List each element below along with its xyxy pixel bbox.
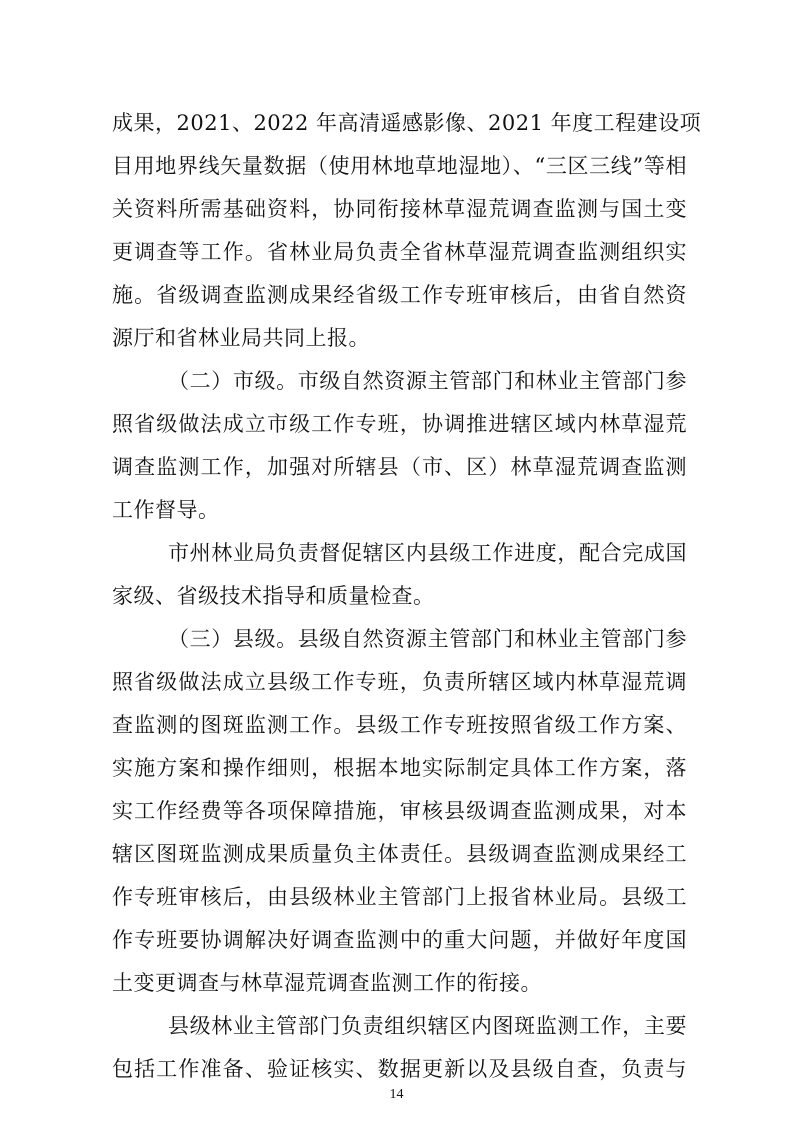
text-line: 查监测的图斑监测工作。县级工作专班按照省级工作方案、 — [112, 713, 687, 737]
text-line: （二）市级。市级自然资源主管部门和林业主管部门参 — [168, 369, 687, 393]
text-line: 关资料所需基础资料，协同衔接林草湿荒调查监测与国土变 — [112, 197, 687, 221]
text-line: 县级林业主管部门负责组织辖区内图斑监测工作，主要 — [168, 1014, 687, 1038]
page-number: 14 — [389, 1087, 404, 1102]
text-line: 家级、省级技术指导和质量检查。 — [112, 584, 435, 608]
text-line: 目用地界线矢量数据（使用林地草地湿地）、“三区三线”等相 — [112, 154, 687, 178]
text-line: 工作督导。 — [112, 498, 220, 522]
text-line: 照省级做法成立县级工作专班，负责所辖区域内林草湿荒调 — [112, 670, 687, 694]
text-line: （三）县级。县级自然资源主管部门和林业主管部门参 — [168, 627, 687, 651]
text-line: 作专班要协调解决好调查监测中的重大问题，并做好年度国 — [112, 928, 687, 952]
text-line: 更调查等工作。省林业局负责全省林草湿荒调查监测组织实 — [112, 240, 687, 264]
text-line: 成果，2021、2022 年高清遥感影像、2021 年度工程建设项 — [112, 111, 702, 135]
text-line: 作专班审核后，由县级林业主管部门上报省林业局。县级工 — [112, 885, 687, 909]
text-line: 调查监测工作，加强对所辖县（市、区）林草湿荒调查监测 — [112, 455, 687, 479]
text-line: 辖区图斑监测成果质量负主体责任。县级调查监测成果经工 — [112, 842, 687, 866]
text-line: 实施方案和操作细则，根据本地实际制定具体工作方案，落 — [112, 756, 687, 780]
text-line: 源厅和省林业局共同上报。 — [112, 326, 370, 350]
text-line: 市州林业局负责督促辖区内县级工作进度，配合完成国 — [168, 541, 687, 565]
text-line: 土变更调查与林草湿荒调查监测工作的衔接。 — [112, 971, 542, 995]
text-line: 包括工作准备、验证核实、数据更新以及县级自查，负责与 — [112, 1057, 687, 1081]
text-line: 实工作经费等各项保障措施，审核县级调查监测成果，对本 — [112, 799, 687, 823]
text-line: 照省级做法成立市级工作专班，协调推进辖区域内林草湿荒 — [112, 412, 687, 436]
text-line: 施。省级调查监测成果经省级工作专班审核后，由省自然资 — [112, 283, 687, 307]
